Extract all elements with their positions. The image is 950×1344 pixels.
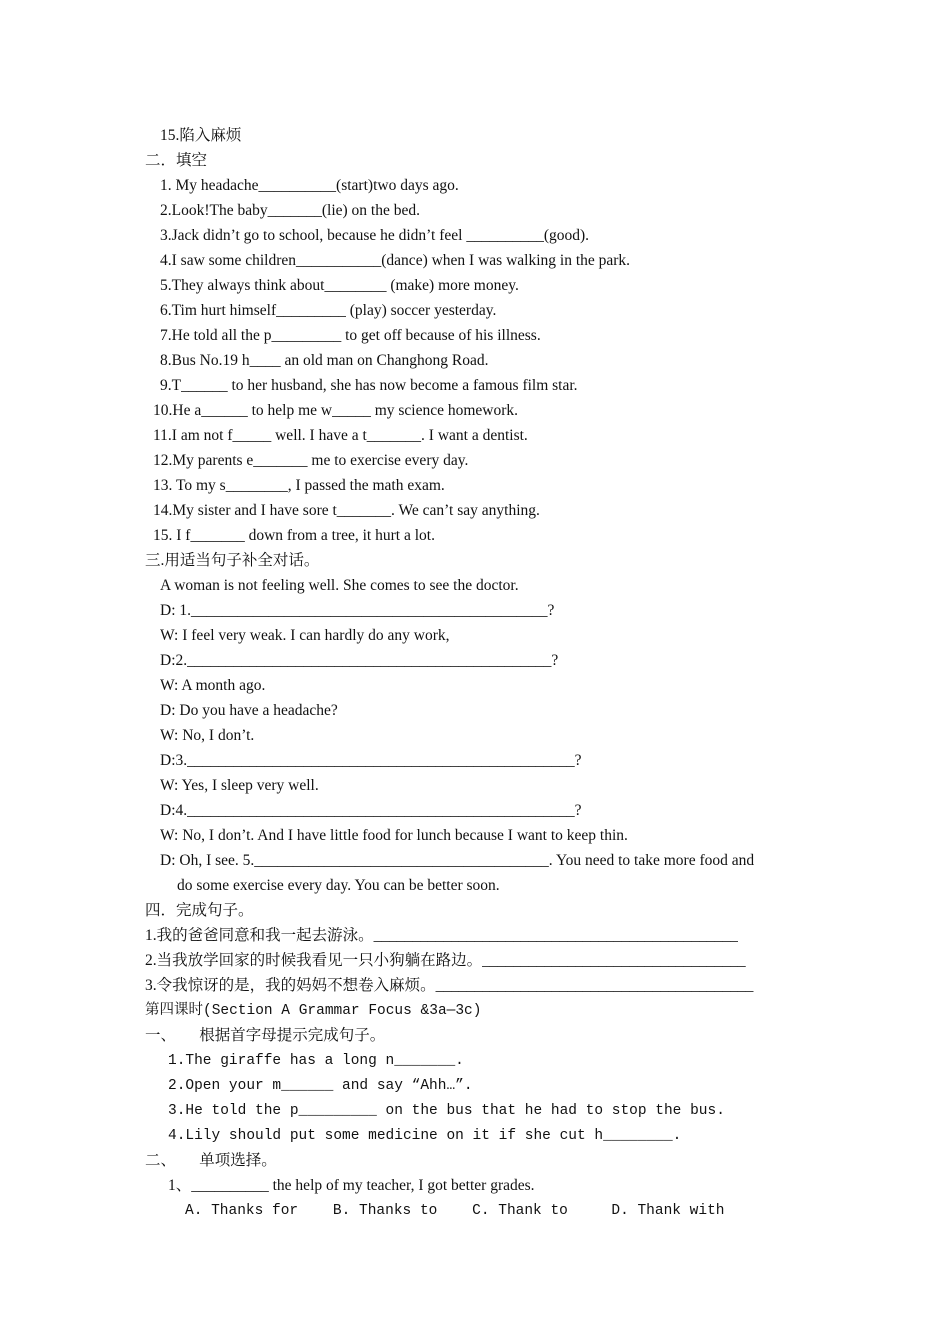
blank-item-1: 1. My headache__________(start)two days ago.: [160, 177, 459, 194]
dialogue-line: D:4.__________________________________________________?: [160, 802, 582, 819]
blank-item-13: 13. To my s________, I passed the math exam.: [153, 477, 445, 494]
blank-item-14: 14.My sister and I have sore t_______. We can’t say anything.: [153, 502, 540, 519]
section-heading-fill-blanks: 二．填空: [145, 152, 208, 169]
blank-item-5: 5.They always think about________ (make) more money.: [160, 277, 519, 294]
vocab-item-15: 15.陷入麻烦: [160, 127, 242, 144]
dialogue-line: D: 1.______________________________________________?: [160, 602, 555, 619]
dialogue-line: W: No, I don’t.: [160, 727, 255, 744]
blank-item-4: 4.I saw some children___________(dance) when I was walking in the park.: [160, 252, 631, 269]
section-heading-dialogue: 三.用适当句子补全对话。: [145, 552, 320, 569]
blank-item-10: 10.He a______ to help me w_____ my science homework.: [153, 402, 519, 419]
dialogue-line: W: I feel very weak. I can hardly do any work,: [160, 627, 450, 644]
initial-letter-item-2: 2.Open your m______ and say “Ahh…”.: [168, 1078, 473, 1094]
dialogue-line: D: Oh, I see. 5.______________________________________. You need to take more food and: [160, 852, 755, 869]
blank-item-2: 2.Look!The baby_______(lie) on the bed.: [160, 202, 420, 219]
blank-item-3: 3.Jack didn’t go to school, because he didn’t feel __________(good).: [160, 227, 590, 244]
blank-item-15: 15. I f_______ down from a tree, it hurt a lot.: [153, 527, 435, 544]
section-heading-initial-letters: 一、 根据首字母提示完成句子。: [145, 1027, 386, 1044]
blank-item-7: 7.He told all the p_________ to get off because of his illness.: [160, 327, 541, 344]
section-heading-complete-sentences: 四．完成句子。: [145, 902, 254, 919]
dialogue-line: W: Yes, I sleep very well.: [160, 777, 319, 794]
initial-letter-item-3: 3.He told the p_________ on the bus that he had to stop the bus.: [168, 1103, 725, 1119]
dialogue-line: D:2._______________________________________________?: [160, 652, 559, 669]
dialogue-line: W: A month ago.: [160, 677, 266, 694]
initial-letter-item-4: 4.Lily should put some medicine on it if she cut h________.: [168, 1128, 682, 1144]
dialogue-line: D: Do you have a headache?: [160, 702, 338, 719]
translation-item-3: 3.令我惊讶的是，我的妈妈不想卷入麻烦。_________________________________________: [145, 977, 754, 994]
choice-question-1: 1、__________ the help of my teacher, I got better grades.: [168, 1177, 535, 1194]
blank-item-9: 9.T______ to her husband, she has now become a famous film star.: [160, 377, 578, 394]
initial-letter-item-1: 1.The giraffe has a long n_______.: [168, 1053, 464, 1069]
blank-item-8: 8.Bus No.19 h____ an old man on Changhong Road.: [160, 352, 489, 369]
lesson-heading: 第四课时(Section A Grammar Focus &3a—3c): [145, 1003, 482, 1019]
blank-item-6: 6.Tim hurt himself_________ (play) soccer yesterday.: [160, 302, 497, 319]
dialogue-line: D:3.__________________________________________________?: [160, 752, 582, 769]
dialogue-line-continued: do some exercise every day. You can be better soon.: [177, 877, 500, 894]
choice-options-1: A. Thanks for B. Thanks to C. Thank to D. Thank with: [185, 1203, 725, 1219]
blank-item-12: 12.My parents e_______ me to exercise every day.: [153, 452, 469, 469]
translation-item-2: 2.当我放学回家的时候我看见一只小狗躺在路边。__________________________________: [145, 952, 746, 969]
dialogue-line: W: No, I don’t. And I have little food for lunch because I want to keep thin.: [160, 827, 628, 844]
dialogue-intro: A woman is not feeling well. She comes to see the doctor.: [160, 577, 519, 594]
section-heading-multiple-choice: 二、 单项选择。: [145, 1152, 277, 1169]
translation-item-1: 1.我的爸爸同意和我一起去游泳。_______________________________________________: [145, 927, 738, 944]
blank-item-11: 11.I am not f_____ well. I have a t_______. I want a dentist.: [153, 427, 528, 444]
